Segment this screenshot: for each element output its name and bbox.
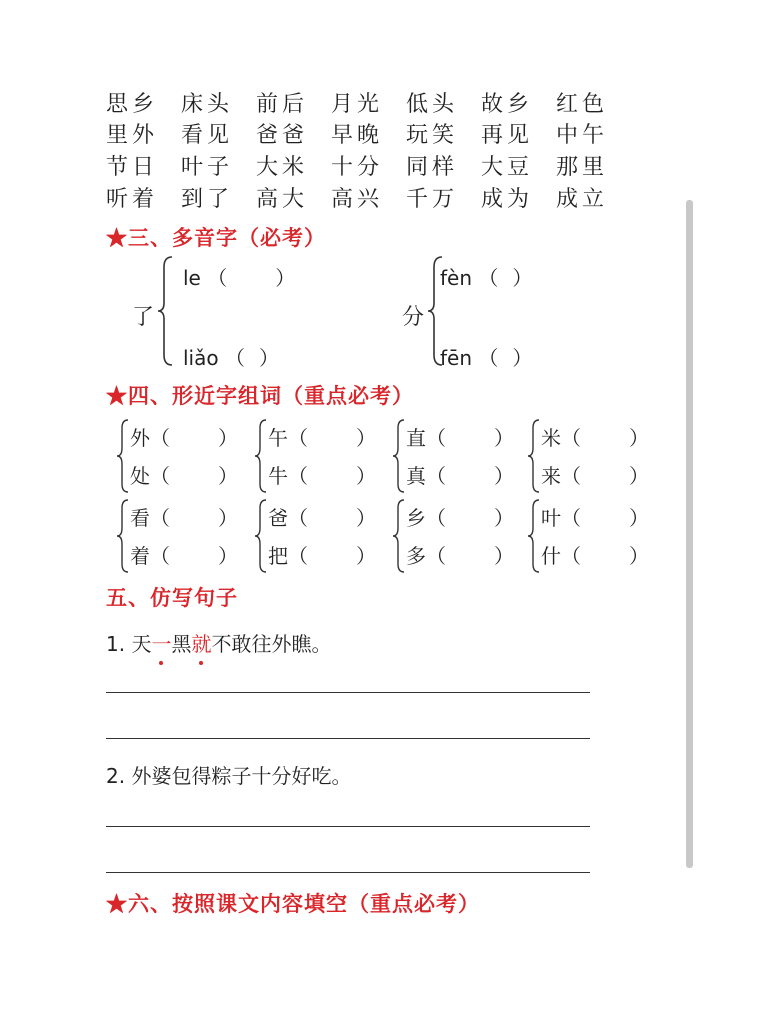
char: 外: [130, 426, 150, 450]
char: 着: [130, 544, 150, 568]
answer-paren-open: （: [207, 266, 228, 290]
answer-paren-open: （: [426, 544, 446, 568]
vocab-word: 玩笑: [406, 123, 459, 148]
sentence-text: 天: [131, 632, 152, 656]
vocab-word: 十分: [331, 155, 384, 180]
pinyin-text: le: [183, 266, 201, 290]
answer-paren-open: （: [224, 346, 245, 370]
answer-paren-close: ）: [275, 266, 296, 290]
answer-paren-open: （: [150, 544, 170, 568]
sentence-1: [106, 628, 331, 657]
vocab-word: 听着: [106, 187, 159, 212]
pinyin-text: liǎo: [183, 346, 219, 370]
polyphone-reading-3: [440, 262, 532, 291]
answer-paren-open: （: [150, 464, 170, 488]
emphasis-char: 就: [191, 628, 211, 657]
char: 乡: [406, 506, 426, 530]
answer-paren-open: （: [288, 426, 308, 450]
brace-icon: [116, 416, 130, 496]
section-5-heading: [106, 582, 238, 612]
answer-paren-close: ）: [218, 544, 238, 568]
char: 牛: [268, 464, 288, 488]
answer-paren-close: ）: [494, 506, 514, 530]
vocab-word: 再见: [481, 123, 534, 148]
scrollbar[interactable]: [686, 200, 693, 868]
answer-paren-close: ）: [494, 544, 514, 568]
polyphone-reading-4: [440, 342, 532, 371]
sentence-number: 2.: [106, 764, 126, 788]
answer-paren-open: （: [150, 506, 170, 530]
pinyin-text: fèn: [440, 266, 473, 290]
sentence-2: [106, 760, 351, 789]
vocab-word: 床头: [181, 92, 234, 117]
vocab-word: 低头: [406, 92, 459, 117]
vocab-word: 早晚: [331, 123, 384, 148]
brace-icon: [527, 496, 541, 576]
vocab-word: 里外: [106, 123, 159, 148]
brace-icon: [116, 496, 130, 576]
answer-paren-close: ）: [218, 426, 238, 450]
sentence-number: 1.: [106, 632, 126, 656]
char: 真: [406, 464, 426, 488]
vocab-word: 叶子: [181, 155, 234, 180]
vocab-word: 大米: [256, 155, 309, 180]
vocab-word: 高兴: [331, 187, 384, 212]
vocab-word: 红色: [556, 92, 609, 117]
section-3-heading: [106, 222, 326, 252]
emphasis-char: 一: [151, 628, 171, 657]
char: 米: [541, 426, 561, 450]
section-6-heading: [106, 888, 480, 918]
answer-paren-open: （: [288, 544, 308, 568]
pinyin-text: fēn: [440, 346, 473, 370]
similar-char-group: [254, 496, 379, 576]
char: 什: [541, 544, 561, 568]
sentence-text: 外婆包得粽子十分好吃。: [131, 764, 352, 788]
vocab-word: 节日: [106, 155, 159, 180]
brace-icon: [392, 496, 406, 576]
answer-paren-close: ）: [629, 544, 649, 568]
answer-paren-close: ）: [512, 346, 533, 370]
vocab-word: 大豆: [481, 155, 534, 180]
vocab-word: 成为: [481, 187, 534, 212]
vocab-word: 千万: [406, 187, 459, 212]
char: 多: [406, 544, 426, 568]
brace-icon: [254, 496, 268, 576]
answer-paren-open: （: [561, 544, 581, 568]
answer-line[interactable]: [106, 692, 590, 693]
answer-paren-close: ）: [258, 346, 279, 370]
char: 来: [541, 464, 561, 488]
char: 看: [130, 506, 150, 530]
answer-paren-open: （: [561, 426, 581, 450]
vocab-word: 看见: [181, 123, 234, 148]
section-3-title: 三、多音字（必考）: [128, 225, 326, 250]
section-5-title: 五、仿写句子: [106, 585, 238, 610]
answer-paren-close: ）: [494, 426, 514, 450]
answer-paren-open: （: [478, 346, 499, 370]
answer-paren-close: ）: [218, 464, 238, 488]
answer-paren-open: （: [426, 426, 446, 450]
vocab-word: 爸爸: [256, 123, 309, 148]
answer-line[interactable]: [106, 826, 590, 827]
polyphone-reading-2: [183, 342, 279, 371]
answer-paren-close: ）: [356, 544, 376, 568]
vocab-word: 同样: [406, 155, 459, 180]
vocab-word: 前后: [256, 92, 309, 117]
vocab-word: 成立: [556, 187, 609, 212]
char: 直: [406, 426, 426, 450]
section-4-title: 四、形近字组词（重点必考）: [128, 383, 414, 408]
answer-line[interactable]: [106, 872, 590, 873]
answer-paren-open: （: [561, 506, 581, 530]
section-4-heading: [106, 380, 414, 410]
answer-paren-open: （: [426, 506, 446, 530]
answer-paren-open: （: [426, 464, 446, 488]
answer-paren-close: ）: [218, 506, 238, 530]
polyphone-char: 分: [402, 305, 425, 330]
answer-paren-close: ）: [629, 506, 649, 530]
vocab-word: 月光: [331, 92, 384, 117]
answer-paren-close: ）: [356, 464, 376, 488]
polyphone-reading-1: [183, 262, 295, 291]
vocab-word: 思乡: [106, 92, 159, 117]
similar-char-group: [392, 496, 517, 576]
answer-paren-close: ）: [356, 506, 376, 530]
vocab-word: 高大: [256, 187, 309, 212]
vocab-word: 中午: [556, 123, 609, 148]
similar-char-group: [116, 416, 241, 496]
answer-paren-close: ）: [629, 464, 649, 488]
vocab-word: 到了: [181, 187, 234, 212]
answer-paren-open: （: [478, 266, 499, 290]
section-6-title: 六、按照课文内容填空（重点必考）: [128, 891, 480, 916]
answer-paren-close: ）: [512, 266, 533, 290]
answer-paren-close: ）: [629, 426, 649, 450]
char: 处: [130, 464, 150, 488]
star-icon: ★: [106, 891, 128, 916]
brace-icon: [392, 416, 406, 496]
sentence-text: 黑: [171, 632, 192, 656]
char: 爸: [268, 506, 288, 530]
char: 午: [268, 426, 288, 450]
star-icon: ★: [106, 383, 128, 408]
answer-paren-open: （: [288, 506, 308, 530]
answer-paren-open: （: [150, 426, 170, 450]
char: 把: [268, 544, 288, 568]
polyphone-char: 了: [132, 305, 155, 330]
vocab-word: 故乡: [481, 92, 534, 117]
char: 叶: [541, 506, 561, 530]
sentence-text: 不敢往外瞧。: [211, 632, 332, 656]
answer-paren-close: ）: [494, 464, 514, 488]
similar-char-group: [527, 416, 652, 496]
answer-paren-open: （: [561, 464, 581, 488]
answer-paren-open: （: [288, 464, 308, 488]
similar-char-group: [527, 496, 652, 576]
brace-icon: [254, 416, 268, 496]
similar-char-group: [254, 416, 379, 496]
brace-icon: [527, 416, 541, 496]
vocab-word: 那里: [556, 155, 609, 180]
answer-line[interactable]: [106, 738, 590, 739]
similar-char-group: [116, 496, 241, 576]
answer-paren-close: ）: [356, 426, 376, 450]
brace-icon: [156, 255, 174, 367]
star-icon: ★: [106, 225, 128, 250]
similar-char-group: [392, 416, 517, 496]
